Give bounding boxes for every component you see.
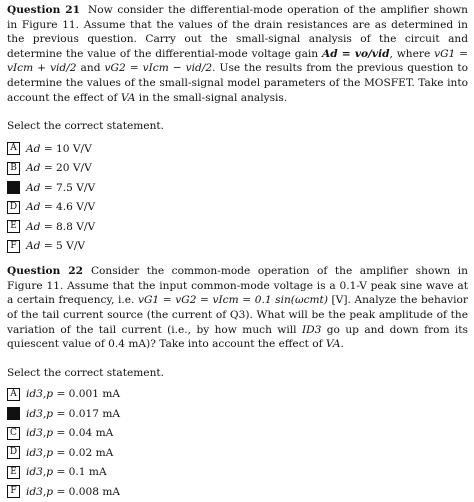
option-text	[26, 221, 95, 233]
option-text	[26, 201, 95, 213]
checkbox[interactable]: E	[7, 466, 20, 479]
q21-option-e[interactable]	[7, 217, 468, 237]
q21-text-part: . Use the results from the previous question to determine the values of the small-signal model parameters of the MOSFET. Take into account the effect of	[7, 62, 468, 104]
option-variable: Ad	[26, 181, 41, 194]
option-text	[26, 408, 120, 420]
question-22-text	[7, 264, 468, 352]
option-text	[26, 240, 85, 252]
option-value: = 0.017 mA	[56, 407, 121, 420]
option-variable: Ad	[26, 240, 41, 253]
vg2-expression: vG2 = vIcm − vid/2	[104, 62, 213, 75]
q21-option-a[interactable]	[7, 139, 468, 159]
question-21	[7, 3, 468, 256]
vg1-expression: vG1 = vIcm + vid/2	[7, 47, 468, 75]
option-value: = 0.02 mA	[56, 446, 114, 459]
id3-symbol: ID3	[301, 323, 322, 336]
option-variable: id3,p	[26, 407, 54, 420]
q22-option-c[interactable]	[7, 424, 468, 444]
option-variable: Ad	[26, 220, 41, 233]
option-variable: Ad	[26, 142, 41, 155]
checkbox[interactable]: A	[7, 142, 20, 155]
option-value: = 8.8 V/V	[43, 220, 96, 233]
checkbox[interactable]: D	[7, 446, 20, 459]
option-variable: id3,p	[26, 466, 54, 479]
q22-text-part: Consider the common-mode operation of the amplifier shown in Figure 11. Assume that the input common-mode voltage is a 0.1-V peak sine wave at a certain frequency, i.e.	[7, 265, 468, 307]
option-text	[26, 427, 113, 439]
option-text	[26, 447, 113, 459]
question-21-options	[7, 139, 468, 256]
option-value: = 0.001 mA	[56, 388, 121, 401]
checkbox[interactable]: F	[7, 485, 20, 498]
checkbox-selected[interactable]: C	[7, 181, 20, 194]
option-value: = 20 V/V	[43, 162, 92, 175]
q21-option-c[interactable]	[7, 178, 468, 198]
option-variable: Ad	[26, 162, 41, 175]
option-value: = 7.5 V/V	[43, 181, 96, 194]
q22-option-b[interactable]	[7, 404, 468, 424]
option-variable: id3,p	[26, 427, 54, 440]
q22-option-a[interactable]	[7, 385, 468, 405]
checkbox[interactable]: C	[7, 427, 20, 440]
question-21-prompt: Select the correct statement.	[7, 120, 165, 133]
question-22-options	[7, 385, 468, 502]
option-text	[26, 388, 120, 400]
checkbox[interactable]: F	[7, 240, 20, 253]
option-text	[26, 143, 92, 155]
option-text	[26, 466, 107, 478]
q22-text-part: go up and down from its quiescent value of 0.4 mA)? Take into account the effect of	[7, 323, 468, 351]
q22-option-f[interactable]	[7, 482, 468, 502]
question-21-title: Question 21	[7, 4, 81, 16]
checkbox[interactable]: A	[7, 388, 20, 401]
q22-text-part: [V]. Analyze the behavior of the tail current source (the current of Q3). What will be the peak amplitude of the variation of the tail current (i.e., by how much will	[7, 294, 468, 336]
option-variable: id3,p	[26, 485, 54, 498]
checkbox-selected[interactable]: B	[7, 407, 20, 420]
q22-option-e[interactable]	[7, 463, 468, 483]
q21-option-d[interactable]	[7, 198, 468, 218]
checkbox[interactable]: E	[7, 220, 20, 233]
option-text	[26, 162, 92, 174]
question-21-text	[7, 3, 468, 105]
question-22-title: Question 22	[7, 265, 83, 278]
q21-text-part: in the small-signal analysis.	[135, 91, 288, 104]
q22-text-part: .	[340, 338, 344, 351]
q21-text-part: and	[76, 62, 105, 75]
checkbox[interactable]: B	[7, 162, 20, 175]
gain-expression: Ad = vo/vid	[321, 47, 390, 60]
q21-text-part: , where	[389, 47, 435, 60]
option-text	[26, 486, 120, 498]
question-22	[7, 264, 468, 502]
option-variable: id3,p	[26, 446, 54, 459]
vg-expression: vG1 = vG2 = vIcm = 0.1 sin(ωcmt)	[137, 294, 328, 307]
option-value: = 10 V/V	[43, 142, 92, 155]
q22-option-d[interactable]	[7, 443, 468, 463]
checkbox[interactable]: D	[7, 201, 20, 214]
option-value: = 0.04 mA	[56, 427, 114, 440]
option-value: = 4.6 V/V	[43, 201, 96, 214]
option-variable: Ad	[26, 201, 41, 214]
q21-option-f[interactable]	[7, 237, 468, 257]
va-symbol: VA	[325, 338, 341, 351]
q21-text-part: Now consider the differential-mode operation of the amplifier shown in Figure 11. Assume that the values of the drain resistances are as determined in the previous question. Carry out the small-signal analysis of the circuit and determine the value of the differential-mode voltage gain	[7, 4, 468, 60]
q21-option-b[interactable]	[7, 159, 468, 179]
option-text	[26, 182, 95, 194]
option-variable: id3,p	[26, 388, 54, 401]
va-symbol: VA	[120, 91, 136, 104]
question-22-prompt: Select the correct statement.	[7, 366, 165, 379]
option-value: = 0.008 mA	[56, 485, 121, 498]
option-value: = 0.1 mA	[56, 466, 107, 479]
option-value: = 5 V/V	[43, 240, 86, 253]
